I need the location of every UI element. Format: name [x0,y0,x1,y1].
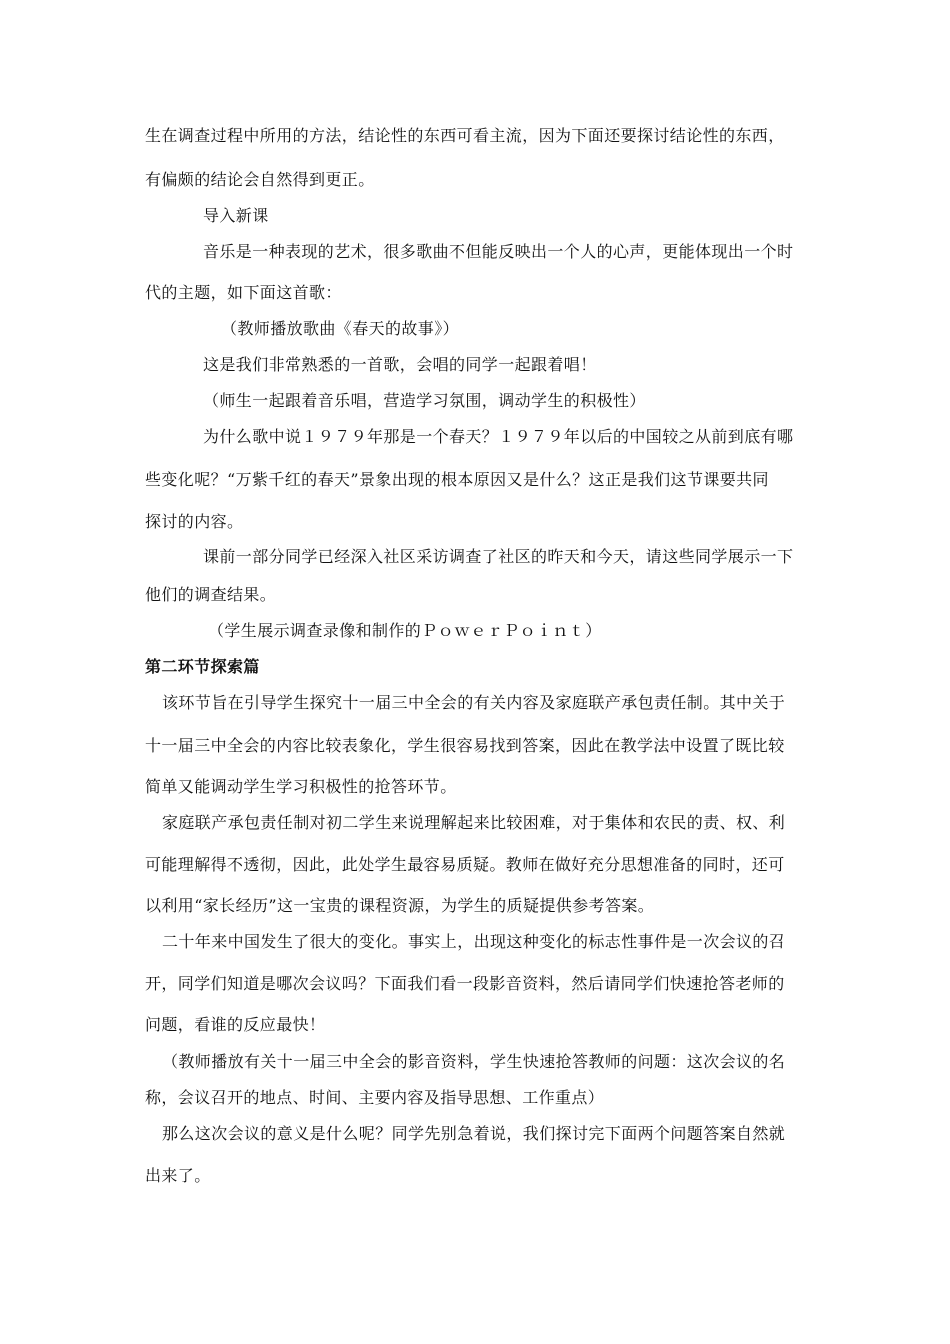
text-line: 该环节旨在引导学生探究十一届三中全会的有关内容及家庭联产承包责任制。其中关于 [162,693,786,712]
text-line: 家庭联产承包责任制对初二学生来说理解起来比较困难，对于集体和农民的责、权、利 [162,813,786,832]
text-line: 简单又能调动学生学习积极性的抢答环节。 [145,777,457,796]
section-heading: 第二环节探索篇 [145,657,260,676]
text-line: 以利用“家长经历”这一宝贵的课程资源，为学生的质疑提供参考答案。 [145,896,655,915]
text-line: 探讨的内容。 [145,512,244,531]
text-line: 称，会议召开的地点、时间、主要内容及指导思想、工作重点） [145,1088,605,1107]
text-line: 二十年来中国发生了很大的变化。事实上，出现这种变化的标志性事件是一次会议的召 [162,932,786,951]
text-line: 这是我们非常熟悉的一首歌，会唱的同学一起跟着唱！ [203,355,597,374]
text-line: 些变化呢？“万紫千红的春天”景象出现的根本原因又是什么？这正是我们这节课要共同 [145,470,769,489]
text-line: 课前一部分同学已经深入社区采访调查了社区的昨天和今天，请这些同学展示一下 [203,547,794,566]
text-line: 十一届三中全会的内容比较表象化，学生很容易找到答案，因此在教学法中设置了既比较 [145,736,785,755]
text-line: 出来了。 [145,1166,211,1185]
text-line: 音乐是一种表现的艺术，很多歌曲不但能反映出一个人的心声，更能体现出一个时 [203,242,794,261]
text-line: 那么这次会议的意义是什么呢？同学先别急着说，我们探讨完下面两个问题答案自然就 [162,1124,786,1143]
text-line: 可能理解得不透彻，因此，此处学生最容易质疑。教师在做好充分思想准备的同时，还可 [145,855,785,874]
text-line: （师生一起跟着音乐唱，营造学习氛围，调动学生的积极性） [203,391,646,410]
text-line: 开，同学们知道是哪次会议吗？下面我们看一段影音资料，然后请同学们快速抢答老师的 [145,974,785,993]
text-line: 为什么歌中说１９７９年那是一个春天？１９７９年以后的中国较之从前到底有哪 [203,427,794,446]
text-line: （教师播放有关十一届三中全会的影音资料，学生快速抢答教师的问题：这次会议的名 [162,1052,786,1071]
text-line: 他们的调查结果。 [145,585,277,604]
text-line: 生在调查过程中所用的方法，结论性的东西可看主流，因为下面还要探讨结论性的东西， [145,126,785,145]
text-line: 问题，看谁的反应最快！ [145,1015,326,1034]
text-line: （学生展示调查录像和制作的ＰｏｗｅｒＰｏｉｎｔ） [208,621,602,640]
text-line: 导入新课 [203,206,269,225]
text-line: 有偏颇的结论会自然得到更正。 [145,170,375,189]
text-line: （教师播放歌曲《春天的故事》） [221,319,460,338]
text-line: 代的主题，如下面这首歌： [145,283,342,302]
